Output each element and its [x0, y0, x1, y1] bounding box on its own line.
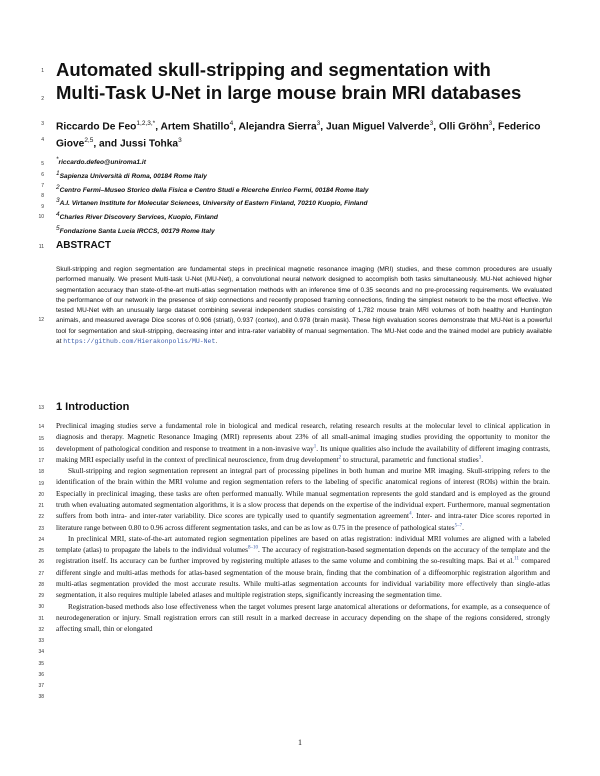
paragraph-text: . Its unique qualities also include the availability of different imaging contrasts, making MRI especially useful in the context of preclinical neuroscience, from drug development	[56, 443, 550, 464]
affiliation-marker: 1	[56, 169, 60, 177]
page-number: 1	[298, 738, 302, 747]
author-separator: , and	[93, 138, 120, 150]
affiliation	[56, 224, 556, 238]
section-heading-introduction: 1 Introduction	[56, 401, 130, 413]
line-number: 32	[38, 627, 44, 633]
line-number: 4	[41, 137, 44, 143]
affiliation-marker: 5	[56, 224, 60, 232]
affiliation	[56, 210, 556, 224]
affiliation-marker: 4	[56, 211, 60, 219]
author-separator: ,	[233, 121, 239, 133]
title-line-2: Multi-Task U-Net in large mouse brain MRI databases	[56, 82, 522, 103]
paragraph-text: . The accuracy of registration-based segmentation depends on the accuracy of the template and the registration itself. Its accuracy can be further improved by registering multiple atlases to the same volume and combining the so-resulting maps. Bai et al.	[56, 545, 550, 566]
line-number: 31	[38, 616, 44, 622]
affiliation-marker: *	[56, 156, 59, 163]
author-affiliation-marker: 3	[178, 137, 182, 145]
line-number: 2	[41, 96, 44, 102]
citation[interactable]: 8–10	[248, 545, 259, 551]
author-affiliation-marker: 4	[229, 120, 234, 127]
line-number: 27	[38, 571, 44, 577]
abstract-body	[56, 265, 552, 347]
author-name: Riccardo De Feo	[56, 121, 137, 133]
line-number: 22	[38, 514, 44, 520]
affiliation-marker: 2	[56, 183, 60, 191]
affiliation	[56, 169, 556, 183]
line-number: 1	[41, 68, 44, 74]
line-number: 18	[38, 469, 44, 475]
paragraph-text: to structural, parametric and functional studies	[341, 454, 479, 464]
author-affiliation-marker: 3	[429, 120, 434, 127]
author-name: Juan Miguel Valverde	[325, 121, 430, 133]
paragraph-text: . Inter- and intra-rater Dice scores reported in literature range between 0.80 to 0.96 across different segmentation tasks, and can be as low as 0.75 in the presence of pathological states	[56, 511, 550, 532]
line-number: 28	[38, 582, 44, 588]
line-number: 19	[38, 481, 44, 487]
line-number: 23	[38, 526, 44, 532]
author-separator: ,	[320, 121, 326, 133]
paragraph-text: In preclinical MRI, state-of-the-art automated region segmentation pipelines are based on atlas registration: individual MRI volumes are aligned with a labeled template (atlas) to propagate the labels to the individual volumes	[56, 533, 550, 555]
line-number: 35	[38, 661, 44, 667]
paragraph-text: Registration-based methods also lose effectiveness when the target volumes present large anatomical alterations or deformations, for example, as a consequence of neurodegeneration or injury. Small registration errors can still result in a marked decrease in accuracy depending on the shape of the regions considered, strongly affecting small, thin or elongated	[56, 601, 550, 634]
author-separator: ,	[155, 121, 161, 133]
line-number: 13	[38, 405, 44, 411]
title-line-1: Automated skull-stripping and segmentation with	[56, 59, 491, 80]
affiliation-marker: 3	[56, 197, 60, 205]
citation[interactable]: 5–7	[454, 523, 463, 529]
line-number: 38	[38, 694, 44, 700]
affiliation-text: Centro Fermi–Museo Storico della Fisica e Centro Studi e Ricerche Enrico Fermi, 00184 Rome Italy	[59, 186, 369, 194]
line-number: 7	[41, 183, 44, 189]
affiliation-text: Charles River Discovery Services, Kuopio, Finland	[59, 214, 218, 222]
affiliation-text: A.I. Virtanen Institute for Molecular Sciences, University of Eastern Finland, 70210 Kuopio, Finland	[59, 200, 368, 208]
author-affiliation-marker: 2,5	[84, 137, 94, 145]
line-number: 36	[38, 672, 44, 678]
line-number: 24	[38, 537, 44, 543]
paper-title	[56, 58, 556, 104]
citation[interactable]: 3	[478, 455, 482, 461]
line-number: 20	[38, 492, 44, 498]
citation[interactable]: 11	[514, 556, 519, 562]
author-affiliation-marker: 3	[488, 120, 493, 127]
paragraph	[56, 533, 550, 601]
line-number: 21	[38, 503, 44, 509]
citation[interactable]: 4	[409, 511, 412, 517]
citation[interactable]: 1	[313, 444, 317, 450]
author-affiliation-marker: 1,2,3,*	[136, 120, 156, 127]
author-separator: ,	[492, 121, 498, 133]
line-number: 12	[38, 317, 44, 323]
line-number: 6	[41, 172, 44, 178]
author-list	[56, 117, 556, 152]
author-name: Olli Gröhn	[438, 121, 489, 133]
line-number: 29	[38, 593, 44, 599]
paragraph-text: .	[462, 522, 464, 532]
affiliation-text: riccardo.defeo@uniroma1.it	[58, 159, 146, 167]
line-number: 17	[38, 458, 44, 464]
line-number: 9	[41, 204, 44, 210]
introduction-body	[56, 420, 550, 634]
abstract-heading: ABSTRACT	[56, 240, 111, 251]
abstract-end: .	[215, 338, 218, 346]
abstract-text: Skull-stripping and region segmentation are fundamental steps in preclinical magnetic resonance imaging (MRI) studies, and these common procedures are usually performed manually. We present Multi-task U-Net (MU-Net), a convolutional neural network designed to accomplish both tasks simultaneously. MU-Net achieved higher segmentation accuracy than state-of-the-art multi-atlas segmentation methods with an inference time of 0.35 seconds and no pre-processing requirements. We evaluated the performance of our network in the presence of skip connections and recently proposed framing connections, finding the simplest network to be the most effective. We tested MU-Net with an unusually large dataset combining several independent studies consisting of 1,782 mouse brain MRI volumes of both healthy and Huntington animals, and measured average Dice scores of 0.906 (striati), 0.937 (cortex), and 0.978 (brain mask). These high evaluation scores demonstrate that MU-Net is a powerful tool for segmentation and skull-stripping, decreasing inter and intra-rater variability of manual segmentation. The MU-Net code and the trained model are publicly available at	[56, 266, 552, 346]
paragraph	[56, 601, 550, 635]
line-number: 5	[41, 161, 44, 167]
line-number: 30	[38, 604, 44, 610]
paragraph	[56, 465, 550, 533]
author-name: Federico Giove	[56, 121, 541, 150]
line-number: 33	[38, 638, 44, 644]
paragraph-text: Preclinical imaging studies serve a fundamental role in biological and medical research, relating research results at the molecular level to clinical application in diagnosis and therapy. Magnetic Resonance Imaging (MRI) represents about 23% of all small-animal imaging studies providing the opportunity to monitor the development of pathological condition and response to treatment in a non-invasive way	[56, 421, 550, 453]
affiliation-list	[56, 155, 556, 238]
author-name: Alejandra Sierra	[238, 121, 317, 133]
author-separator: ,	[433, 121, 439, 133]
author-affiliation-marker: 3	[316, 120, 321, 127]
line-number: 37	[38, 683, 44, 689]
line-number: 34	[38, 649, 44, 655]
line-number: 26	[38, 559, 44, 565]
affiliation	[56, 183, 556, 197]
author-name: Jussi Tohka	[119, 138, 179, 150]
line-number: 25	[38, 548, 44, 554]
code-link[interactable]: https://github.com/Hierakonpolis/MU-Net	[63, 338, 216, 346]
line-number: 3	[41, 121, 44, 127]
citation[interactable]: 2	[338, 455, 342, 461]
line-number: 8	[41, 193, 44, 199]
affiliation-text: Fondazione Santa Lucia IRCCS, 00179 Rome Italy	[59, 228, 215, 236]
paragraph-text: compared different single and multi-atlas methods for atlas-based segmentation of the mouse brain, finding that the combination of a diffeomorphic registration algorithm and multi-atlas segmentation provided the most accurate results. While multi-atlas segmentation accounts for individual variability more effectively than single-atlas segmentation, it also requires multiple labeled atlases and multiple registration steps, significantly increasing the segmentation time.	[56, 556, 550, 600]
line-number: 14	[38, 424, 44, 430]
affiliation-text: Sapienza Università di Roma, 00184 Rome Italy	[59, 172, 207, 180]
affiliation	[56, 196, 556, 210]
line-number: 15	[38, 436, 44, 442]
line-number: 16	[38, 447, 44, 453]
paragraph-text: Skull-stripping and region segmentation represent an integral part of processing pipelines in both human and murine MR imaging. Skull-stripping refers to the identification of the brain within the MRI volume and region segmentation refers to the labeling of specific anatomical regions of interest (ROIs) within the brain. Especially in preclinical imaging, these tasks are often performed manually. While manual segmentation represents the gold standard and is employed as the ground truth when evaluating automated segmentation algorithms, it is a slow process that depends on the expertise of the individual expert. Furthermore, manual segmentation suffers from both intra- and inter-rater variability. Dice scores are typically used to quantify segmentation agreement	[56, 466, 550, 521]
line-number: 11	[38, 244, 44, 250]
affiliation	[56, 155, 556, 169]
author-name: Artem Shatillo	[160, 121, 230, 133]
paragraph-text: .	[481, 454, 484, 464]
paragraph	[56, 420, 550, 465]
line-number: 10	[38, 214, 44, 220]
